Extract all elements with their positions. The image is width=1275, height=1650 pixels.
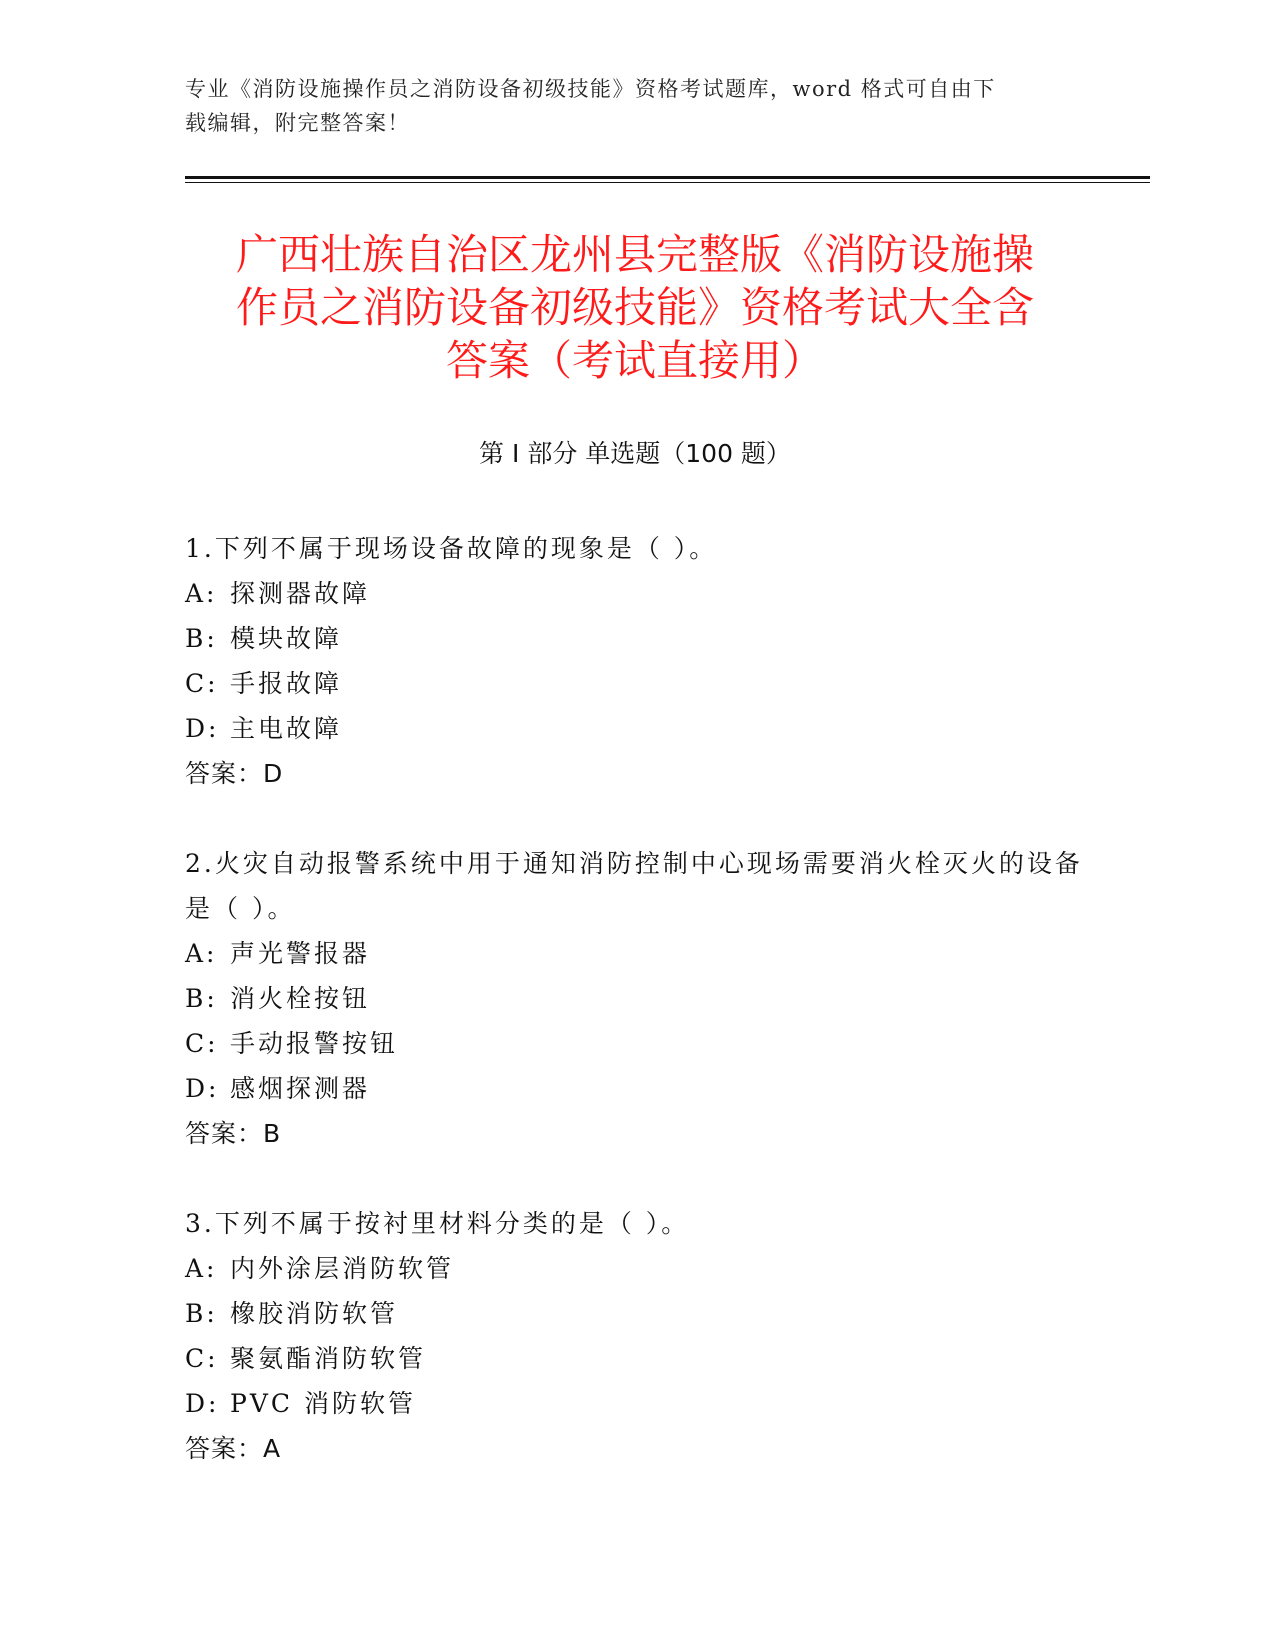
option-text: PVC 消防软管 bbox=[230, 1389, 416, 1418]
option-a bbox=[185, 931, 1085, 976]
option-letter: B: bbox=[185, 984, 218, 1013]
answer-line: 答案：B bbox=[185, 1119, 282, 1148]
option-d bbox=[185, 706, 1085, 751]
question-stem: 2.火灾自动报警系统中用于通知消防控制中心现场需要消火栓灭火的设备是（ ）。 bbox=[185, 849, 1083, 923]
document-header-note bbox=[185, 72, 1065, 140]
header-divider-thick bbox=[185, 176, 1150, 179]
question-stem: 1.下列不属于现场设备故障的现象是（ ）。 bbox=[185, 534, 718, 563]
section-heading: 第 I 部分 单选题（100 题） bbox=[479, 439, 791, 468]
title-line-3: 答案（考试直接用） bbox=[445, 336, 824, 385]
option-text: 声光警报器 bbox=[230, 939, 371, 968]
option-text: 橡胶消防软管 bbox=[230, 1299, 399, 1328]
option-letter: C: bbox=[185, 669, 219, 698]
option-text: 手报故障 bbox=[230, 669, 343, 698]
answer-line: 答案：D bbox=[185, 759, 284, 788]
option-text: 内外涂层消防软管 bbox=[230, 1254, 455, 1283]
option-c bbox=[185, 661, 1085, 706]
option-text: 主电故障 bbox=[230, 714, 343, 743]
question-stem: 3.下列不属于按衬里材料分类的是（ ）。 bbox=[185, 1209, 690, 1238]
header-divider-thin bbox=[185, 182, 1150, 183]
option-letter: C: bbox=[185, 1344, 219, 1373]
question-item bbox=[185, 1201, 1085, 1471]
answer-line: 答案：A bbox=[185, 1434, 282, 1463]
option-d bbox=[185, 1381, 1085, 1426]
option-text: 模块故障 bbox=[230, 624, 343, 653]
header-note-line-2: 载编辑，附完整答案！ bbox=[185, 111, 410, 135]
option-letter: A: bbox=[185, 579, 218, 608]
option-d bbox=[185, 1066, 1085, 1111]
option-letter: B: bbox=[185, 624, 218, 653]
option-letter: A: bbox=[185, 1254, 218, 1283]
option-b bbox=[185, 1291, 1085, 1336]
option-letter: C: bbox=[185, 1029, 219, 1058]
option-letter: D: bbox=[185, 714, 220, 743]
document-title bbox=[185, 228, 1085, 387]
option-letter: D: bbox=[185, 1074, 220, 1103]
option-text: 感烟探测器 bbox=[230, 1074, 371, 1103]
option-text: 聚氨酯消防软管 bbox=[230, 1344, 427, 1373]
option-letter: B: bbox=[185, 1299, 218, 1328]
option-letter: A: bbox=[185, 939, 218, 968]
option-a bbox=[185, 1246, 1085, 1291]
question-list bbox=[185, 526, 1085, 1516]
option-text: 手动报警按钮 bbox=[230, 1029, 399, 1058]
question-item bbox=[185, 526, 1085, 796]
option-c bbox=[185, 1336, 1085, 1381]
title-line-1: 广西壮族自治区龙州县完整版《消防设施操 bbox=[235, 230, 1034, 279]
option-c bbox=[185, 1021, 1085, 1066]
option-text: 消火栓按钮 bbox=[230, 984, 371, 1013]
option-b bbox=[185, 616, 1085, 661]
option-text: 探测器故障 bbox=[230, 579, 371, 608]
option-letter: D: bbox=[185, 1389, 220, 1418]
title-line-2: 作员之消防设备初级技能》资格考试大全含 bbox=[235, 283, 1034, 332]
option-b bbox=[185, 976, 1085, 1021]
option-a bbox=[185, 571, 1085, 616]
header-note-line-1: 专业《消防设施操作员之消防设备初级技能》资格考试题库，word 格式可自由下 bbox=[185, 77, 996, 101]
question-item bbox=[185, 841, 1085, 1156]
